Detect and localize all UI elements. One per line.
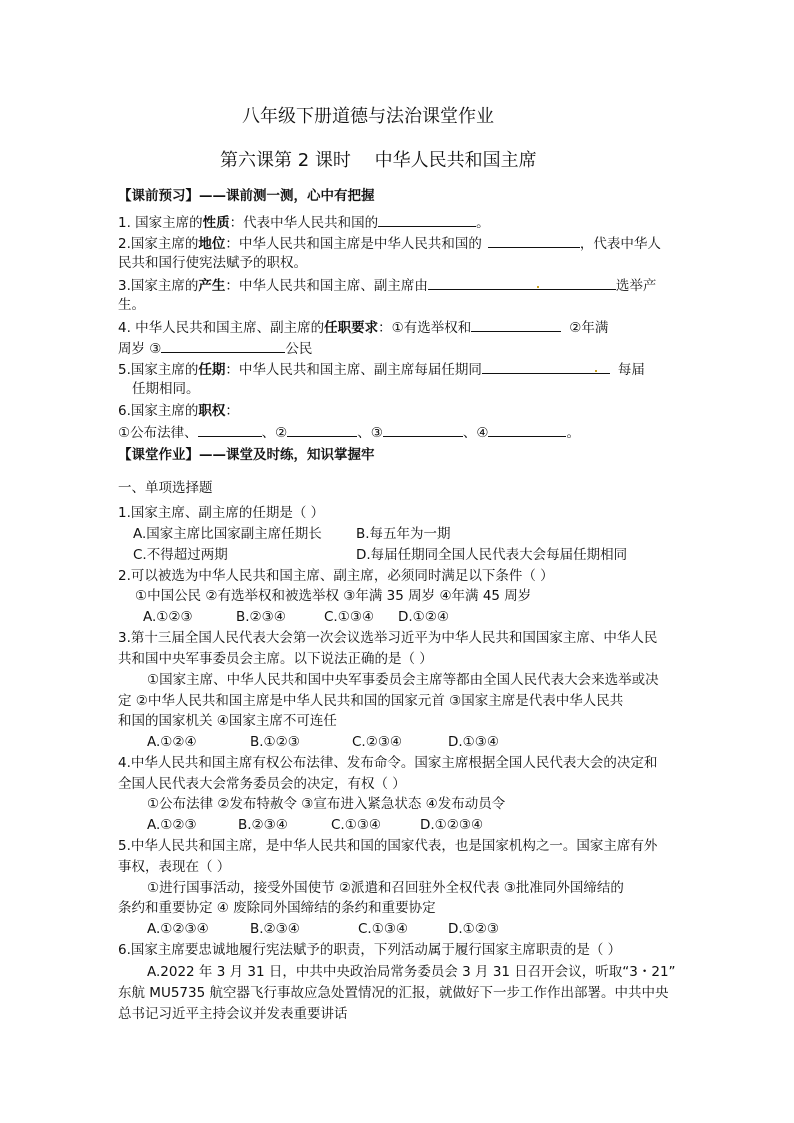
option-2d[interactable]: D.①②④: [398, 609, 449, 625]
q4-blank-3[interactable]: [161, 338, 285, 353]
q2-keyword: 地位: [198, 236, 226, 252]
q4-text-4: 周岁 ③: [118, 341, 162, 357]
q3-text: 3.国家主席的: [118, 278, 199, 294]
option-4b[interactable]: B.②③④: [238, 817, 288, 833]
preview-q6: [118, 401, 239, 421]
q1-blank[interactable]: [378, 212, 476, 227]
option-5c[interactable]: C.①③④: [358, 921, 409, 937]
q6-item-2: 、②: [261, 425, 288, 441]
q4-text: 4. 中华人民共和国主席、副主席的: [118, 320, 325, 336]
preview-q2-cont: 民共和国行使宪法赋予的职权。: [118, 255, 307, 271]
option-5d[interactable]: D.①②③: [448, 921, 499, 937]
option-3a[interactable]: A.①②④: [147, 734, 197, 750]
option-6a[interactable]: A.2022 年 3 月 31 日，中共中央政治局常务委员会 3 月 31 日召开会议，听取“3・21”: [147, 964, 676, 980]
question-5: 5.中华人民共和国主席，是中华人民共和国的国家代表，也是国家机构之一。国家主席有外: [118, 838, 658, 854]
q3-keyword: 产生: [198, 278, 226, 294]
question-4-cont: 全国人民代表大会常务委员会的决定，有权（ ）: [118, 776, 406, 792]
preview-q1: [118, 212, 490, 233]
preview-q3-cont: 生。: [118, 297, 145, 313]
q4-text-5: 公民: [285, 341, 313, 357]
q2-text-2: ：中华人民共和国主席是中华人民共和国的: [225, 236, 482, 252]
option-1a[interactable]: A.国家主席比国家副主席任期长: [133, 526, 322, 542]
option-4d[interactable]: D.①②③④: [420, 817, 484, 833]
q5-blank[interactable]: [482, 359, 610, 374]
preview-q5: [118, 359, 645, 380]
q2-text: 2.国家主席的: [118, 236, 199, 252]
q6-end: 。: [566, 425, 580, 441]
option-2b[interactable]: B.②③④: [236, 609, 286, 625]
question-3-cont: 共和国中央军事委员会主席。以下说法正确的是（ ）: [118, 651, 433, 667]
q1-text: 1. 国家主席的: [118, 215, 203, 231]
option-3b[interactable]: B.①②③: [250, 734, 300, 750]
option-6a-cont: 东航 MU5735 航空器飞行事故应急处置情况的汇报，就做好下一步工作作出部署。中共中央: [118, 985, 669, 1001]
section-title: 一、单项选择题: [118, 480, 213, 496]
q4-text-3: ②年满: [569, 320, 609, 336]
q6-item-3: 、③: [357, 425, 383, 441]
subtitle-topic: 中华人民共和国主席: [374, 150, 537, 171]
preview-q4: [118, 317, 608, 338]
yellow-mark-dot: [595, 370, 597, 372]
q6-text-2: ：: [225, 403, 239, 419]
page-subtitle: [220, 149, 537, 173]
preview-q6-cont: [118, 422, 580, 443]
q2-blank[interactable]: [488, 233, 580, 248]
question-5-items: ①进行国事活动，接受外国使节 ②派遣和召回驻外全权代表 ③批准同外国缔结的: [147, 880, 624, 896]
question-2-items: ①中国公民 ②有选举权和被选举权 ③年满 35 周岁 ④年满 45 周岁: [135, 588, 532, 604]
q1-end: 。: [476, 215, 490, 231]
q3-text-3: 选举产: [615, 278, 657, 294]
q6-blank-4[interactable]: [488, 422, 566, 437]
q4-text-2: ：①有选举权和: [378, 320, 472, 336]
option-4c[interactable]: C.①③④: [331, 817, 382, 833]
classwork-heading: 【课堂作业】——课堂及时练，知识掌握牢: [118, 447, 375, 463]
q6-item-4: 、④: [462, 425, 489, 441]
q3-blank[interactable]: [428, 275, 616, 290]
q5-text: 5.国家主席的: [118, 362, 199, 378]
option-5a[interactable]: A.①②③④: [147, 921, 209, 937]
option-1c[interactable]: C.不得超过两期: [133, 547, 228, 563]
preview-q5-cont: 任期相同。: [132, 381, 200, 397]
q5-keyword: 任期: [198, 362, 226, 378]
question-6: 6.国家主席要忠诚地履行宪法赋予的职责，下列活动属于履行国家主席职责的是（ ）: [118, 942, 622, 958]
option-6a-cont-2: 总书记习近平主持会议并发表重要讲话: [118, 1006, 348, 1022]
q6-keyword: 职权: [198, 403, 226, 419]
preview-q2: [118, 233, 661, 254]
question-4-items: ①公布法律 ②发布特赦令 ③宣布进入紧急状态 ④发布动员令: [147, 796, 506, 812]
q3-text-2: ：中华人民共和国主席、副主席由: [225, 278, 428, 294]
subtitle-lesson: 第六课第 2 课时: [220, 150, 351, 171]
q6-blank-2[interactable]: [287, 422, 357, 437]
option-3c[interactable]: C.②③④: [352, 734, 403, 750]
q6-blank-1[interactable]: [198, 422, 262, 437]
q6-item-1: ①公布法律、: [118, 425, 198, 441]
option-2c[interactable]: C.①③④: [324, 609, 375, 625]
q6-blank-3[interactable]: [383, 422, 463, 437]
preview-q3: [118, 275, 656, 296]
question-3-items-2: 定 ②中华人民共和国主席是中华人民共和国的国家元首 ③国家主席是代表中华人民共: [118, 693, 624, 709]
preview-q4-cont: [118, 338, 312, 359]
preview-heading: 【课前预习】——课前测一测，心中有把握: [118, 188, 375, 204]
question-3: 3.第十三届全国人民代表大会第一次会议选举习近平为中华人民共和国国家主席、中华人民: [118, 630, 658, 646]
question-3-items-3: 和国的国家机关 ④国家主席不可连任: [118, 713, 337, 729]
question-4: 4.中华人民共和国主席有权公布法律、发布命令。国家主席根据全国人民代表大会的决定和: [118, 755, 658, 771]
question-5-cont: 事权，表现在（ ）: [118, 859, 231, 875]
q5-text-3: 每届: [617, 362, 645, 378]
option-4a[interactable]: A.①②③: [147, 817, 197, 833]
q4-keyword: 任职要求: [324, 320, 379, 336]
q1-keyword: 性质: [202, 215, 230, 231]
q1-text-2: ：代表中华人民共和国的: [229, 215, 379, 231]
option-3d[interactable]: D.①③④: [448, 734, 499, 750]
page-title: 八年级下册道德与法治课堂作业: [242, 106, 494, 127]
q6-text: 6.国家主席的: [118, 403, 199, 419]
option-1b[interactable]: B.每五年为一期: [356, 526, 451, 542]
q2-text-3: ，代表中华人: [579, 236, 661, 252]
option-5b[interactable]: B.②③④: [250, 921, 300, 937]
option-2a[interactable]: A.①②③: [143, 609, 193, 625]
question-5-items-2: 条约和重要协定 ④ 废除同外国缔结的条约和重要协定: [118, 900, 436, 916]
option-1d[interactable]: D.每届任期同全国人民代表大会每届任期相同: [356, 547, 628, 563]
question-1: 1.国家主席、副主席的任期是（ ）: [118, 505, 325, 521]
question-2: 2.可以被选为中华人民共和国主席、副主席，必须同时满足以下条件（ ）: [118, 568, 554, 584]
yellow-mark-dot: [537, 286, 539, 288]
q4-blank-1[interactable]: [471, 317, 561, 332]
q5-text-2: ：中华人民共和国主席、副主席每届任期同: [225, 362, 482, 378]
question-3-items: ①国家主席、中华人民共和国中央军事委员会主席等都由全国人民代表大会来选举或决: [147, 672, 659, 688]
